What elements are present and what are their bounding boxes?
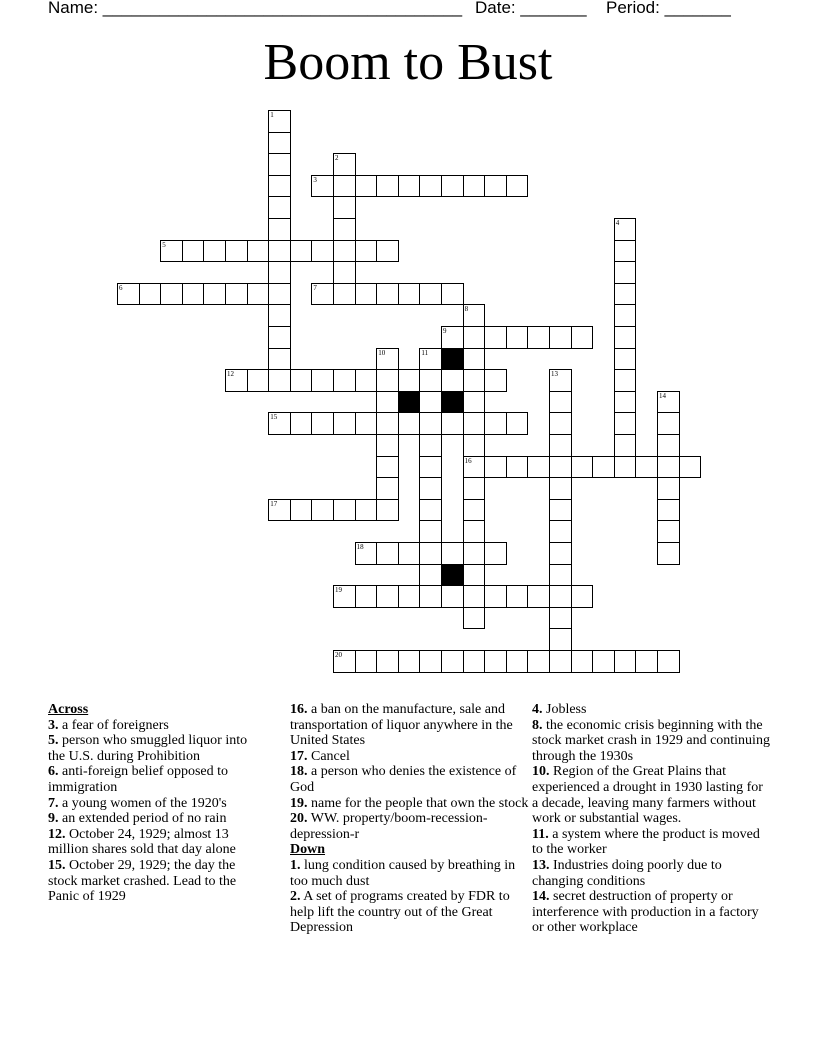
grid-cell[interactable]: [441, 283, 464, 306]
grid-cell[interactable]: [398, 283, 421, 306]
grid-cell[interactable]: [614, 218, 637, 241]
grid-cell[interactable]: [549, 564, 572, 587]
across-clue-9: [48, 811, 260, 827]
clue-text: a person who denies the existence of God: [290, 764, 517, 795]
grid-cell[interactable]: [506, 326, 529, 349]
grid-cell[interactable]: [355, 542, 378, 565]
clue-number-label: 17: [270, 499, 278, 508]
clue-text: lung condition caused by breathing in too much dust: [290, 857, 516, 889]
clue-number: 18.: [290, 764, 308, 780]
blocked-cell: [398, 391, 421, 414]
grid-cell[interactable]: [463, 499, 486, 522]
grid-cell[interactable]: [657, 520, 680, 543]
grid-cell[interactable]: [419, 520, 442, 543]
grid-cell[interactable]: [549, 456, 572, 479]
clue-number-label: 8: [464, 305, 469, 314]
grid-cell[interactable]: [592, 456, 615, 479]
grid-cell[interactable]: [527, 650, 550, 673]
clue-text: Industries doing poorly due to changing conditions: [532, 857, 722, 889]
grid-cell[interactable]: [139, 283, 162, 306]
clue-number-label: 4: [615, 219, 620, 227]
down-clue-1: [290, 858, 530, 889]
grid-cell[interactable]: [376, 542, 399, 565]
grid-cell[interactable]: [614, 283, 637, 306]
clue-text: A set of programs created by FDR to help lift the country out of the Great Depression: [290, 889, 510, 936]
grid-cell[interactable]: [614, 240, 637, 263]
grid-cell[interactable]: [268, 153, 291, 176]
clue-text: a ban on the manufacture, sale and transportation of liquor anywhere in the United States: [290, 702, 513, 749]
puzzle-title: Boom to Bust: [263, 34, 553, 91]
grid-cell[interactable]: [376, 499, 399, 522]
clue-number-label: 10: [378, 348, 386, 357]
clue-text: the economic crisis beginning with the stock market crash in 1929 and continuing through the 1930s: [532, 717, 770, 764]
grid-cell[interactable]: [463, 348, 486, 371]
clue-text: an extended period of no rain: [62, 811, 227, 827]
grid-cell[interactable]: [311, 369, 334, 392]
clue-number: 1.: [290, 857, 301, 873]
grid-cell[interactable]: [635, 456, 658, 479]
down-clue-11: [532, 827, 772, 858]
grid-cell[interactable]: [268, 175, 291, 198]
grid-cell[interactable]: [376, 412, 399, 435]
grid-cell[interactable]: [614, 348, 637, 371]
grid-cell[interactable]: [311, 283, 334, 306]
grid-cell[interactable]: [268, 499, 291, 522]
grid-cell[interactable]: [549, 412, 572, 435]
clue-number: 6.: [48, 764, 59, 780]
clue-number: 8.: [532, 717, 543, 733]
clue-number-label: 16: [464, 456, 472, 465]
grid-cell[interactable]: [268, 110, 291, 133]
grid-cell[interactable]: [290, 369, 313, 392]
grid-cell[interactable]: [398, 542, 421, 565]
clue-text: October 24, 1929; almost 13 million shares sold that day alone: [48, 826, 236, 858]
grid-cell[interactable]: [268, 240, 291, 263]
grid-cell[interactable]: [311, 412, 334, 435]
grid-cell[interactable]: [268, 196, 291, 219]
grid-cell[interactable]: [333, 499, 356, 522]
clue-number: 19.: [290, 795, 308, 811]
grid-cell[interactable]: [268, 261, 291, 284]
grid-cell[interactable]: [571, 456, 594, 479]
clue-text: name for the people that own the stock: [311, 795, 529, 811]
grid-cell[interactable]: [463, 650, 486, 673]
grid-cell[interactable]: [398, 369, 421, 392]
clue-number: 3.: [48, 717, 59, 733]
grid-cell[interactable]: [419, 564, 442, 587]
grid-cell[interactable]: [484, 650, 507, 673]
clue-text: anti-foreign belief opposed to immigration: [48, 764, 229, 795]
grid-cell[interactable]: [290, 499, 313, 522]
grid-cell[interactable]: [311, 240, 334, 263]
clue-number-label: 18: [356, 543, 364, 551]
grid-cell[interactable]: [376, 283, 399, 306]
grid-cell[interactable]: [657, 412, 680, 435]
grid-cell[interactable]: [484, 585, 507, 608]
grid-cell[interactable]: [355, 369, 378, 392]
grid-cell[interactable]: [268, 132, 291, 155]
grid-cell[interactable]: [355, 650, 378, 673]
grid-cell[interactable]: [463, 412, 486, 435]
grid-cell[interactable]: [506, 456, 529, 479]
grid-cell[interactable]: [484, 456, 507, 479]
grid-cell[interactable]: [463, 477, 486, 500]
grid-cell[interactable]: [614, 261, 637, 284]
across-clue-16: [290, 702, 530, 749]
grid-cell[interactable]: [376, 369, 399, 392]
clue-number: 10.: [532, 764, 550, 780]
across-clue-3: [48, 718, 260, 734]
clue-number-label: 20: [335, 651, 342, 659]
grid-cell[interactable]: [657, 391, 680, 414]
grid-cell[interactable]: [441, 369, 464, 392]
clue-number: 20.: [290, 811, 308, 827]
clue-number-label: 11: [421, 348, 429, 357]
grid-cell[interactable]: [333, 175, 356, 198]
grid-cell[interactable]: [160, 240, 183, 263]
clue-number: 15.: [48, 857, 66, 873]
grid-cell[interactable]: [549, 520, 572, 543]
across-clue-5: [48, 733, 260, 764]
grid-cell[interactable]: [657, 499, 680, 522]
across-clue-17: [290, 749, 530, 765]
name-line[interactable]: Name: ______________________________________: [48, 0, 463, 17]
grid-cell[interactable]: [463, 564, 486, 587]
clue-text: Jobless: [546, 702, 587, 717]
grid-cell[interactable]: [398, 412, 421, 435]
grid-cell[interactable]: [419, 412, 442, 435]
grid-cell[interactable]: [376, 585, 399, 608]
clue-number: 11.: [532, 826, 549, 842]
clue-number: 12.: [48, 826, 66, 842]
across-clue-6: [48, 764, 260, 795]
grid-cell[interactable]: [549, 434, 572, 457]
grid-cell[interactable]: [355, 283, 378, 306]
grid-cell[interactable]: [376, 456, 399, 479]
across-clue-20: [290, 811, 530, 842]
grid-cell[interactable]: [614, 650, 637, 673]
grid-cell[interactable]: [355, 585, 378, 608]
across-heading: Across: [48, 702, 89, 717]
grid-cell[interactable]: [419, 585, 442, 608]
across-clue-12: [48, 827, 260, 858]
clue-number: 17.: [290, 748, 308, 764]
grid-cell[interactable]: [419, 369, 442, 392]
grid-cell[interactable]: [484, 326, 507, 349]
clue-number: 7.: [48, 795, 59, 811]
grid-cell[interactable]: [614, 304, 637, 327]
grid-cell[interactable]: [463, 369, 486, 392]
grid-cell[interactable]: [419, 391, 442, 414]
grid-cell[interactable]: [268, 348, 291, 371]
grid-cell[interactable]: [203, 283, 226, 306]
clue-number-label: 14: [659, 391, 666, 400]
grid-cell[interactable]: [441, 542, 464, 565]
grid-cell[interactable]: [549, 542, 572, 565]
grid-cell[interactable]: [333, 196, 356, 219]
grid-cell[interactable]: [571, 650, 594, 673]
grid-cell[interactable]: [419, 434, 442, 457]
clue-number-label: 2: [335, 154, 339, 163]
clue-text: person who smuggled liquor into the U.S. during Prohibition: [48, 733, 248, 764]
clue-number-label: 6: [119, 283, 123, 292]
grid-cell[interactable]: [247, 283, 270, 306]
clues-column-1: [48, 702, 260, 905]
grid-cell[interactable]: [463, 326, 486, 349]
clue-number: 16.: [290, 702, 308, 717]
grid-cell[interactable]: [484, 542, 507, 565]
grid-cell[interactable]: [463, 585, 486, 608]
grid-cell[interactable]: [333, 240, 356, 263]
grid-cell[interactable]: [376, 348, 399, 371]
clue-text: a fear of foreigners: [62, 717, 169, 733]
grid-cell[interactable]: [419, 477, 442, 500]
grid-cell[interactable]: [614, 326, 637, 349]
grid-cell[interactable]: [614, 434, 637, 457]
across-clue-18: [290, 764, 530, 795]
clue-number-label: 13: [551, 370, 558, 379]
grid-cell[interactable]: [549, 369, 572, 392]
grid-cell[interactable]: [355, 499, 378, 522]
grid-cell[interactable]: [398, 650, 421, 673]
grid-cell[interactable]: [614, 391, 637, 414]
across-clue-15: [48, 858, 260, 905]
grid-cell[interactable]: [549, 499, 572, 522]
grid-cell[interactable]: [441, 326, 464, 349]
grid-cell[interactable]: [571, 585, 594, 608]
clue-text: a young women of the 1920's: [62, 795, 227, 811]
clue-number: 2.: [290, 889, 301, 905]
grid-cell[interactable]: [679, 456, 702, 479]
grid-cell[interactable]: [549, 477, 572, 500]
grid-cell[interactable]: [268, 304, 291, 327]
grid-cell[interactable]: [268, 218, 291, 241]
down-clue-8: [532, 718, 772, 765]
down-clue-14: [532, 889, 772, 936]
grid-cell[interactable]: [398, 175, 421, 198]
down-clue-10: [532, 764, 772, 826]
clue-text: Cancel: [311, 748, 350, 764]
grid-cell[interactable]: [463, 456, 486, 479]
grid-cell[interactable]: [376, 391, 399, 414]
grid-cell[interactable]: [355, 175, 378, 198]
grid-cell[interactable]: [160, 283, 183, 306]
grid-cell[interactable]: [527, 456, 550, 479]
blocked-cell: [441, 348, 464, 371]
grid-cell[interactable]: [549, 650, 572, 673]
grid-cell[interactable]: [376, 650, 399, 673]
grid-cell[interactable]: [506, 650, 529, 673]
clue-number: 13.: [532, 857, 550, 873]
grid-cell[interactable]: [592, 650, 615, 673]
across-clue-7: [48, 796, 260, 812]
grid-cell[interactable]: [333, 650, 356, 673]
blocked-cell: [441, 391, 464, 414]
grid-cell[interactable]: [419, 283, 442, 306]
grid-cell[interactable]: [333, 283, 356, 306]
grid-cell[interactable]: [117, 283, 140, 306]
clue-text: WW. property/boom-recession-depression-r: [290, 811, 488, 842]
clue-text: October 29, 1929; the day the stock market crashed. Lead to the Panic of 1929: [48, 857, 237, 905]
grid-cell[interactable]: [290, 412, 313, 435]
grid-cell[interactable]: [463, 607, 486, 630]
clue-text: a system where the product is moved to the worker: [532, 826, 760, 858]
grid-cell[interactable]: [549, 585, 572, 608]
clues-column-3: [532, 702, 772, 936]
grid-cell[interactable]: [311, 499, 334, 522]
grid-cell[interactable]: [333, 369, 356, 392]
grid-cell[interactable]: [657, 650, 680, 673]
date-line[interactable]: Date: _______: [475, 0, 587, 17]
grid-cell[interactable]: [355, 240, 378, 263]
down-clue-13: [532, 858, 772, 889]
grid-cell[interactable]: [549, 391, 572, 414]
grid-cell[interactable]: [463, 542, 486, 565]
grid-cell[interactable]: [549, 628, 572, 651]
period-line[interactable]: Period: _______: [606, 0, 731, 17]
grid-cell[interactable]: [203, 240, 226, 263]
grid-cell[interactable]: [419, 650, 442, 673]
clue-number-label: 7: [313, 283, 317, 292]
grid-cell[interactable]: [268, 326, 291, 349]
clue-number-label: 12: [227, 370, 234, 379]
grid-cell[interactable]: [333, 412, 356, 435]
grid-cell[interactable]: [225, 369, 248, 392]
grid-cell[interactable]: [506, 175, 529, 198]
grid-cell[interactable]: [527, 326, 550, 349]
clue-number: 14.: [532, 889, 550, 905]
grid-cell[interactable]: [614, 412, 637, 435]
grid-cell[interactable]: [635, 650, 658, 673]
down-clue-2: [290, 889, 530, 936]
grid-cell[interactable]: [333, 153, 356, 176]
grid-cell[interactable]: [441, 412, 464, 435]
grid-cell[interactable]: [333, 585, 356, 608]
grid-cell[interactable]: [463, 391, 486, 414]
grid-cell[interactable]: [311, 175, 334, 198]
grid-cell[interactable]: [484, 175, 507, 198]
grid-cell[interactable]: [225, 240, 248, 263]
clue-number-label: 5: [162, 240, 166, 249]
grid-cell[interactable]: [506, 412, 529, 435]
grid-cell[interactable]: [355, 412, 378, 435]
grid-cell[interactable]: [419, 348, 442, 371]
grid-cell[interactable]: [268, 283, 291, 306]
clues-column-2: [290, 702, 530, 936]
grid-cell[interactable]: [614, 369, 637, 392]
grid-cell[interactable]: [441, 650, 464, 673]
grid-cell[interactable]: [506, 585, 529, 608]
grid-cell[interactable]: [441, 585, 464, 608]
grid-cell[interactable]: [463, 434, 486, 457]
grid-cell[interactable]: [463, 520, 486, 543]
grid-cell[interactable]: [657, 434, 680, 457]
grid-cell[interactable]: [484, 369, 507, 392]
grid-cell[interactable]: [549, 326, 572, 349]
grid-cell[interactable]: [527, 585, 550, 608]
grid-cell[interactable]: [657, 542, 680, 565]
grid-cell[interactable]: [484, 412, 507, 435]
grid-cell[interactable]: [247, 369, 270, 392]
grid-cell[interactable]: [614, 456, 637, 479]
grid-cell[interactable]: [398, 585, 421, 608]
down-heading: Down: [290, 842, 326, 858]
grid-cell[interactable]: [333, 218, 356, 241]
clue-text: secret destruction of property or interference with production in a factory or other workplace: [532, 889, 759, 936]
grid-cell[interactable]: [419, 175, 442, 198]
grid-cell[interactable]: [376, 477, 399, 500]
grid-cell[interactable]: [419, 499, 442, 522]
grid-cell[interactable]: [463, 175, 486, 198]
grid-cell[interactable]: [333, 261, 356, 284]
clue-number-label: 9: [443, 327, 447, 335]
clue-number: 5.: [48, 733, 59, 749]
grid-cell[interactable]: [376, 175, 399, 198]
grid-cell[interactable]: [268, 412, 291, 435]
grid-cell[interactable]: [225, 283, 248, 306]
grid-cell[interactable]: [571, 326, 594, 349]
grid-cell[interactable]: [268, 369, 291, 392]
clue-number-label: 1: [270, 111, 274, 119]
grid-cell[interactable]: [419, 456, 442, 479]
clue-number-label: 3: [313, 175, 317, 184]
clue-number: 4.: [532, 702, 543, 717]
grid-cell[interactable]: [657, 477, 680, 500]
down-clue-4: [532, 702, 772, 718]
grid-cell[interactable]: [463, 304, 486, 327]
grid-cell[interactable]: [376, 240, 399, 263]
grid-cell[interactable]: [419, 542, 442, 565]
clue-number-label: 19: [335, 586, 342, 595]
clue-text: Region of the Great Plains that experienced a drought in 1930 lasting for a decade, leaving many farmers without work or substantial wages.: [532, 764, 763, 827]
grid-cell[interactable]: [657, 456, 680, 479]
grid-cell[interactable]: [441, 175, 464, 198]
grid-cell[interactable]: [182, 240, 205, 263]
grid-cell[interactable]: [247, 240, 270, 263]
across-clue-19: [290, 796, 530, 812]
grid-cell[interactable]: [182, 283, 205, 306]
grid-cell[interactable]: [376, 434, 399, 457]
clue-number: 9.: [48, 811, 59, 827]
blocked-cell: [441, 564, 464, 587]
clue-number-label: 15: [270, 413, 278, 422]
grid-cell[interactable]: [290, 240, 313, 263]
grid-cell[interactable]: [549, 607, 572, 630]
